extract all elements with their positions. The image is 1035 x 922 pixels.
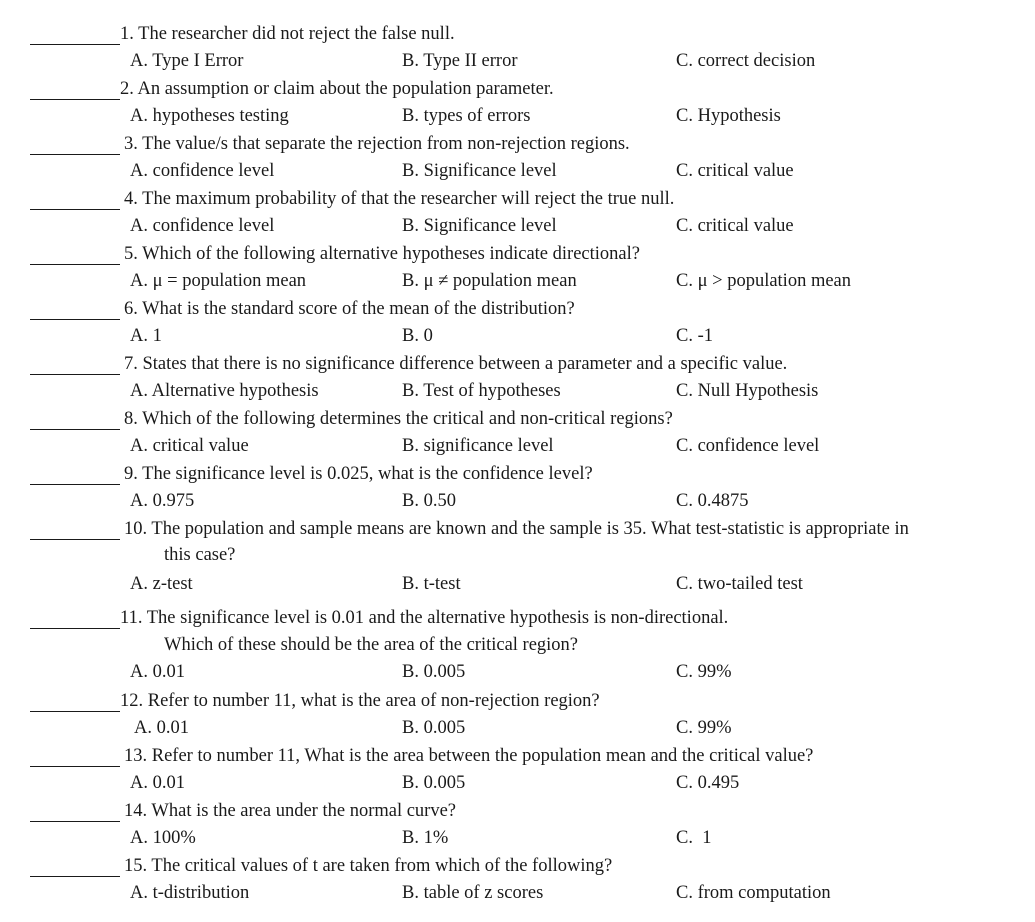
question-stem: 6. What is the standard score of the mean of the distribution? — [124, 299, 575, 319]
option-c: C. μ > population mean — [676, 271, 852, 291]
option-b: B. Significance level — [402, 161, 557, 181]
option-c: C. confidence level — [676, 436, 820, 456]
option-a: A. 100% — [130, 828, 196, 848]
question-stem: 5. Which of the following alternative hypotheses indicate directional? — [124, 244, 640, 264]
question-stem: 9. The significance level is 0.025, what is the confidence level? — [124, 464, 593, 484]
answer-blank[interactable] — [30, 745, 120, 767]
option-b: B. Type II error — [402, 51, 518, 71]
option-b: B. 0 — [402, 326, 433, 346]
option-a: A. z-test — [130, 574, 193, 594]
option-a: A. critical value — [130, 436, 249, 456]
option-c: C. 0.4875 — [676, 491, 749, 511]
option-a: A. 0.01 — [130, 662, 185, 682]
question-stem: 1. The researcher did not reject the false null. — [120, 24, 455, 44]
option-a: A. t-distribution — [130, 883, 250, 903]
option-a: A. confidence level — [130, 161, 275, 181]
option-b: B. 0.005 — [402, 718, 466, 738]
option-b: B. 0.005 — [402, 773, 466, 793]
option-a: A. 0.01 — [134, 718, 189, 738]
option-a: A. Alternative hypothesis — [130, 381, 319, 401]
option-a: A. Type I Error — [130, 51, 244, 71]
question-stem: 4. The maximum probability of that the researcher will reject the true null. — [124, 189, 675, 209]
answer-blank[interactable] — [30, 188, 120, 210]
answer-blank[interactable] — [30, 463, 120, 485]
answer-blank[interactable] — [30, 518, 120, 540]
option-b: B. Test of hypotheses — [402, 381, 561, 401]
question-stem-continued: this case? — [164, 545, 236, 565]
answer-blank[interactable] — [30, 298, 120, 320]
option-c: C. -1 — [676, 326, 713, 346]
option-a: A. confidence level — [130, 216, 275, 236]
option-a: A. hypotheses testing — [130, 106, 289, 126]
answer-blank[interactable] — [30, 23, 120, 45]
option-c: C. critical value — [676, 161, 794, 181]
answer-blank[interactable] — [30, 800, 120, 822]
option-c: C. 1 — [676, 828, 712, 848]
option-b: B. Significance level — [402, 216, 557, 236]
question-stem: 10. The population and sample means are known and the sample is 35. What test-statistic is appropriate in — [124, 519, 909, 539]
option-c: C. from computation — [676, 883, 831, 903]
question-stem: 11. The significance level is 0.01 and the alternative hypothesis is non-directional. — [120, 608, 729, 628]
option-c: C. 0.495 — [676, 773, 740, 793]
question-stem: 13. Refer to number 11, What is the area between the population mean and the critical value? — [124, 746, 814, 766]
question-stem: 12. Refer to number 11, what is the area of non-rejection region? — [120, 691, 600, 711]
question-stem: 15. The critical values of t are taken from which of the following? — [124, 856, 613, 876]
option-c: C. critical value — [676, 216, 794, 236]
option-a: A. 1 — [130, 326, 162, 346]
question-stem: 3. The value/s that separate the rejection from non-rejection regions. — [124, 134, 630, 154]
answer-blank[interactable] — [30, 690, 120, 712]
answer-blank[interactable] — [30, 353, 120, 375]
question-stem: 8. Which of the following determines the critical and non-critical regions? — [124, 409, 673, 429]
option-b: B. types of errors — [402, 106, 531, 126]
option-b: B. μ ≠ population mean — [402, 271, 577, 291]
option-a: A. μ = population mean — [130, 271, 307, 291]
answer-blank[interactable] — [30, 243, 120, 265]
question-stem: 7. States that there is no significance difference between a parameter and a specific value. — [124, 354, 788, 374]
option-c: C. Hypothesis — [676, 106, 781, 126]
option-c: C. Null Hypothesis — [676, 381, 819, 401]
answer-blank[interactable] — [30, 855, 120, 877]
option-b: B. 0.005 — [402, 662, 466, 682]
question-stem: 14. What is the area under the normal curve? — [124, 801, 457, 821]
answer-blank[interactable] — [30, 133, 120, 155]
option-c: C. 99% — [676, 718, 732, 738]
question-stem-continued: Which of these should be the area of the critical region? — [164, 635, 579, 655]
option-b: B. t-test — [402, 574, 461, 594]
option-c: C. correct decision — [676, 51, 816, 71]
option-b: B. significance level — [402, 436, 554, 456]
option-b: B. 0.50 — [402, 491, 456, 511]
option-c: C. 99% — [676, 662, 732, 682]
option-b: B. table of z scores — [402, 883, 544, 903]
option-b: B. 1% — [402, 828, 449, 848]
answer-blank[interactable] — [30, 408, 120, 430]
question-stem: 2. An assumption or claim about the population parameter. — [120, 79, 554, 99]
answer-blank[interactable] — [30, 78, 120, 100]
option-c: C. two-tailed test — [676, 574, 803, 594]
option-a: A. 0.01 — [130, 773, 185, 793]
option-a: A. 0.975 — [130, 491, 195, 511]
answer-blank[interactable] — [30, 607, 120, 629]
